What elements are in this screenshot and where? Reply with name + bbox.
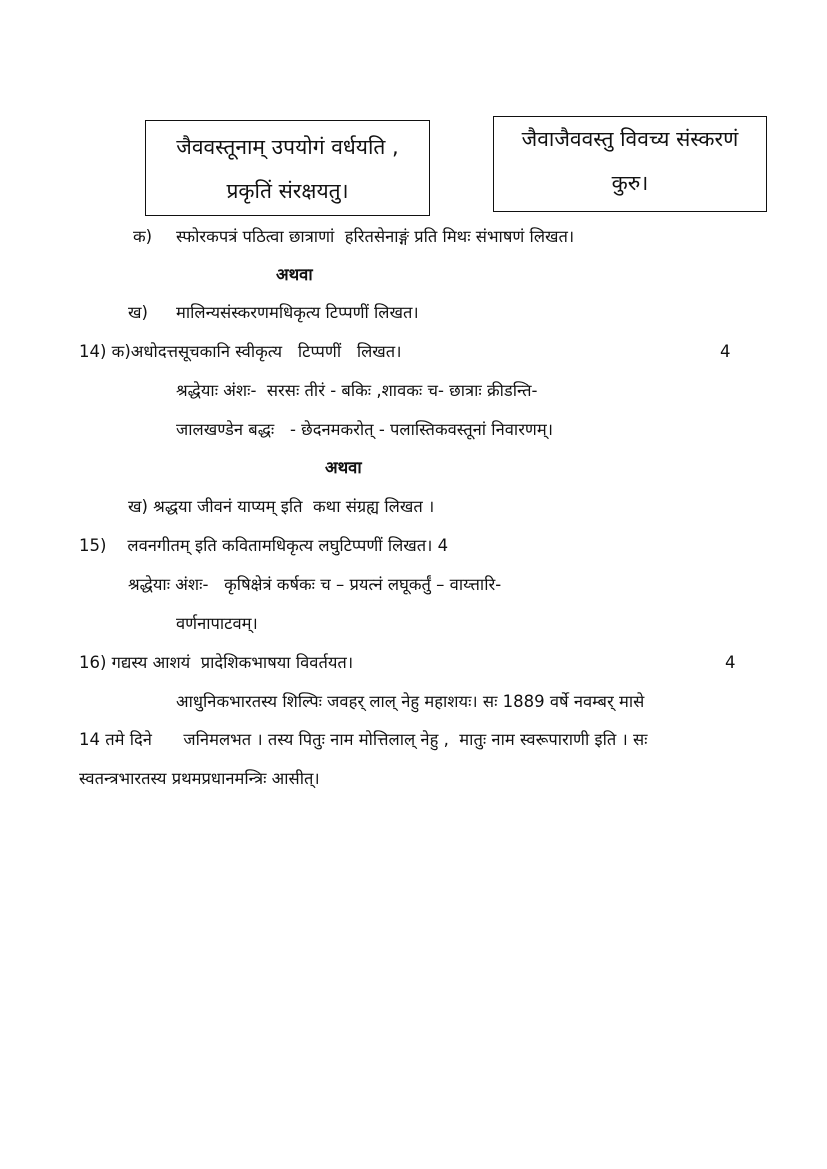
q13-a-text: स्फोरकपत्रं पठित्वा छात्राणां हरितसेनाङ्गं प्रति मिथः संभाषणं लिखत।	[176, 227, 575, 246]
q16-marks: 4	[725, 653, 736, 672]
q13-b-label: ख)	[128, 303, 148, 322]
q14-text: 14) क)अधोदत्तसूचकानि स्वीकृत्य टिप्पणीं लिखत।	[79, 342, 402, 361]
q14-hint-1: श्रद्धेयाः अंशः- सरसः तीरं - बकिः ,शावकः च- छात्राः क्रीडन्ति-	[176, 381, 538, 400]
q13-a-label: क)	[133, 227, 153, 246]
q16-para-2: 14 तमे दिने जनिमलभत । तस्य पितुः नाम मोत्तिलाल् नेहु , मातुः नाम स्वरूपाराणी इति । सः	[79, 730, 648, 749]
or-heading: अथवा	[276, 265, 313, 284]
poster-line: जैवाजैववस्तु विवच्य संस्करणं	[521, 127, 739, 151]
q16-para-1: आधुनिकभारतस्य शिल्पिः जवहर् लाल् नेहु महाशयः। सः 1889 वर्षे नवम्बर् मासे	[176, 692, 645, 711]
poster-box-left	[145, 120, 430, 216]
q15-hint-1: श्रद्धेयाः अंशः- कृषिक्षेत्रं कर्षकः च – प्रयत्नं लघूकर्तुं – वाय्त्तारि-	[128, 575, 502, 594]
poster-line: जैववस्तूनाम् उपयोगं वर्धयति ,	[176, 135, 399, 159]
poster-box-right	[493, 116, 767, 212]
q15-text: 15) लवनगीतम् इति कवितामधिकृत्य लघुटिप्पणीं लिखत। 4	[79, 536, 449, 555]
poster-line: प्रकृतिं संरक्षयतु।	[226, 179, 349, 203]
poster-line: कुरु।	[611, 171, 649, 195]
q14-b-text: ख) श्रद्धया जीवनं याप्यम् इति कथा संग्रह्य लिखत ।	[128, 497, 435, 516]
q16-para-3: स्वतन्त्रभारतस्य प्रथमप्रधानमन्त्रिः आसीत्।	[79, 769, 320, 788]
q13-b-text: मालिन्यसंस्करणमधिकृत्य टिप्पणीं लिखत।	[176, 303, 419, 322]
q15-hint-2: वर्णनापाटवम्।	[176, 614, 258, 633]
q16-text: 16) गद्यस्य आशयं प्रादेशिकभाषया विवर्तयत।	[79, 653, 354, 672]
q14-hint-2: जालखण्डेन बद्धः - छेदनमकरोत् - पलास्तिकवस्तूनां निवारणम्।	[176, 420, 553, 439]
q14-marks: 4	[720, 342, 731, 361]
or-heading: अथवा	[325, 458, 362, 477]
